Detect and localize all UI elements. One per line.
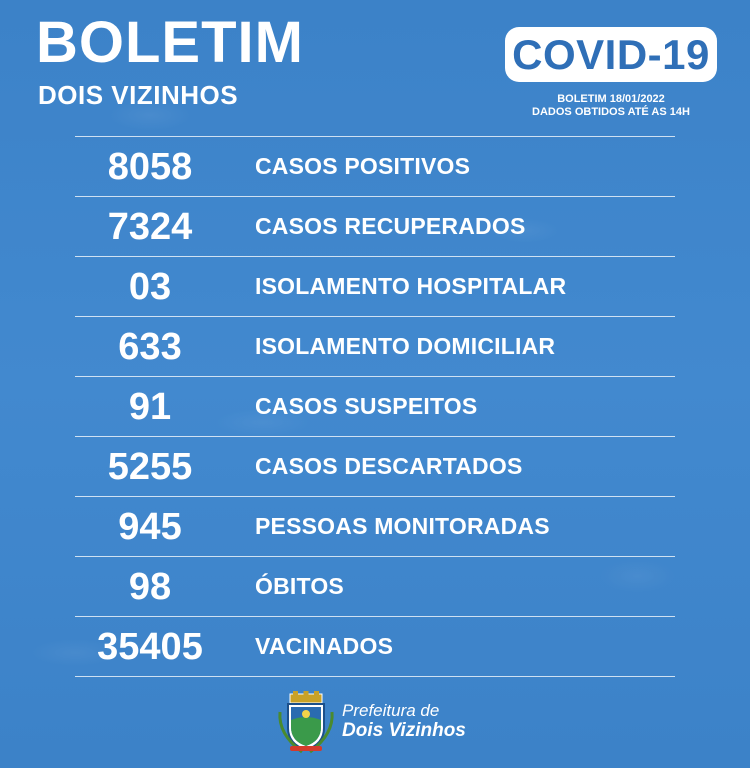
municipality-name [342,702,466,742]
stat-row [75,256,675,316]
stat-value: 91 [128,385,172,428]
stat-value: 945 [118,505,182,548]
city-name: DOIS VIZINHOS [38,80,239,110]
stat-label: ISOLAMENTO HOSPITALAR [255,273,567,299]
stat-label: PESSOAS MONITORADAS [255,513,550,539]
stat-row [75,496,675,556]
stat-value: 8058 [107,145,193,188]
stat-value: 03 [128,265,172,308]
covid-badge [505,27,717,82]
stat-value: 633 [118,325,182,368]
stat-row [75,136,675,196]
stat-label: ÓBITOS [255,573,344,599]
stats-table [75,136,675,677]
stat-row [75,196,675,256]
stat-row [75,556,675,616]
data-collection-time: DADOS OBTIDOS ATÉ AS 14H [532,106,690,118]
municipality-line2: Dois Vizinhos [342,719,466,741]
bulletin-date: BOLETIM 18/01/2022 [557,93,665,105]
bulletin-title: BOLETIM [36,10,304,75]
bulletin-info [505,93,717,119]
stat-label: CASOS SUSPEITOS [255,393,478,419]
stat-row [75,316,675,376]
stat-label: CASOS POSITIVOS [255,153,471,179]
municipal-crest-icon [276,690,336,754]
municipality-line1: Prefeitura de [342,701,440,721]
stat-value: 98 [128,565,172,608]
municipality-logo [276,690,466,754]
stat-value: 35405 [97,625,203,668]
stat-label: CASOS RECUPERADOS [255,213,526,239]
stat-row [75,436,675,496]
stat-label: ISOLAMENTO DOMICILIAR [255,333,556,359]
stat-row [75,376,675,436]
stat-row [75,616,675,677]
stat-label: VACINADOS [255,633,394,659]
stat-value: 5255 [107,445,193,488]
stat-value: 7324 [107,205,193,248]
covid-badge-label: COVID-19 [512,30,710,78]
stat-label: CASOS DESCARTADOS [255,453,523,479]
